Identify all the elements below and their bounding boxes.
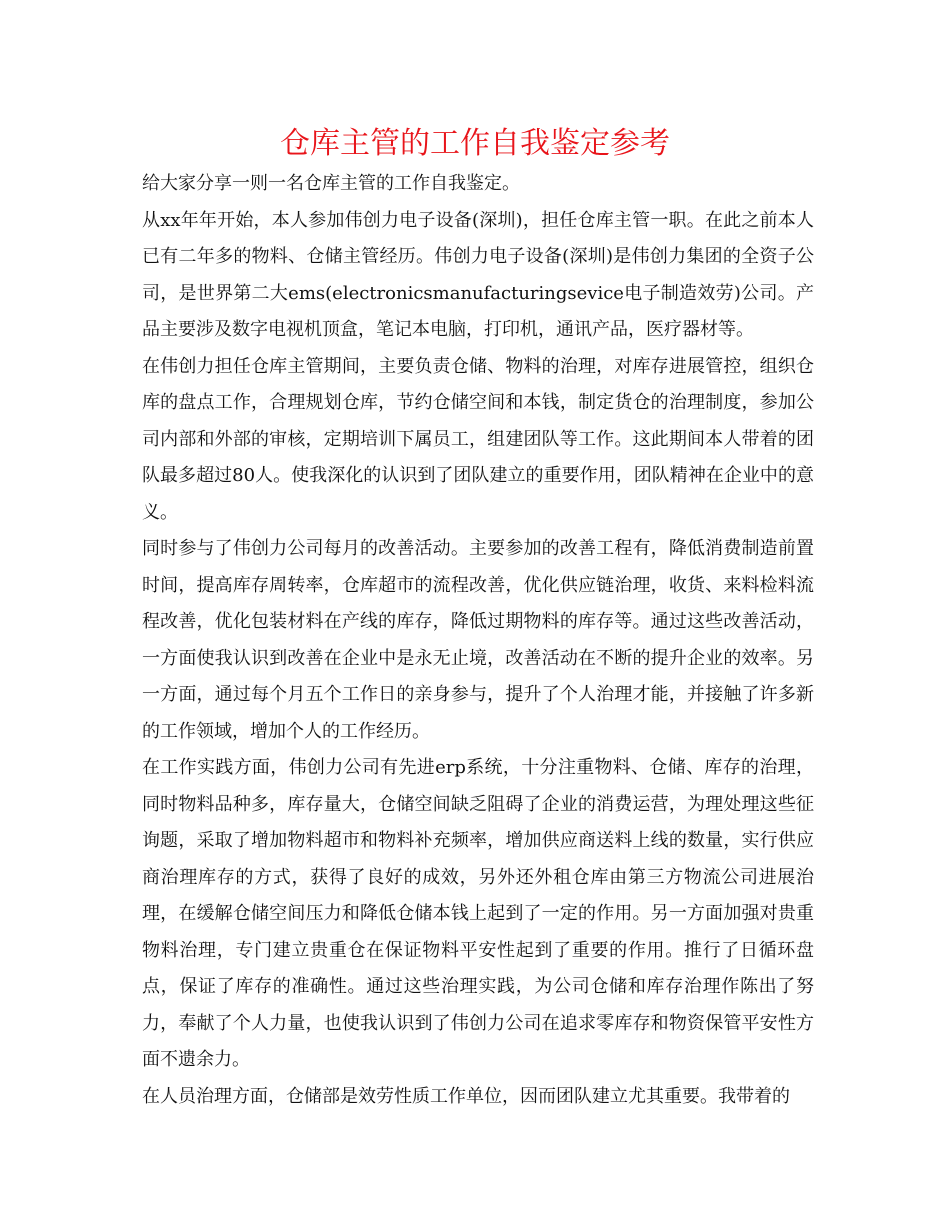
document-title: 仓库主管的工作自我鉴定参考 — [280, 126, 670, 161]
paragraph-background: 从xx年年开始，本人参加伟创力电子设备(深圳)，担任仓库主管一职。在此之前本人已有二年多的物料、仓储主管经历。伟创力电子设备(深圳)是伟创力集团的全资子公司，是世界第二大ems(electronicsmanufacturingsevice电子制造效劳)公司。产品主要涉及数字电视机顶盒，笔记本电脑，打印机，通讯产品，医疗器材等。 — [142, 209, 814, 340]
paragraph-intro: 给大家分享一则一名仓库主管的工作自我鉴定。 — [142, 173, 520, 194]
paragraph-improvement: 同时参与了伟创力公司每月的改善活动。主要参加的改善工程有，降低消费制造前置时间，提高库存周转率，仓库超市的流程改善，优化供应链治理，收货、来料检料流程改善，优化包装材料在产线的库存，降低过期物料的库存等。通过这些改善活动，一方面使我认识到改善在企业中是永无止境，改善活动在不断的提升企业的效率。另一方面，通过每个月五个工作日的亲身参与，提升了个人治理才能，并接触了许多新的工作领域，增加个人的工作经历。 — [142, 538, 814, 742]
paragraph-personnel: 在人员治理方面，仓储部是效劳性质工作单位，因而团队建立尤其重要。我带着的 — [142, 1085, 790, 1107]
paragraph-practice: 在工作实践方面，伟创力公司有先进erp系统，十分注重物料、仓储、库存的治理，同时物料品种多，库存量大，仓储空间缺乏阻碍了企业的消费运营，为理处理这些征询题，采取了增加物料超市和物料补充频率，增加供应商送料上线的数量，实行供应商治理库存的方式，获得了良好的成效，另外还外租仓库由第三方物流公司进展治理，在缓解仓储空间压力和降低仓储本钱上起到了一定的作用。另一方面加强对贵重物料治理，专门建立贵重仓在保证物料平安性起到了重要的作用。推行了日循环盘点，保证了库存的准确性。通过这些治理实践，为公司仓储和库存治理作陈出了努力，奉献了个人力量，也使我认识到了伟创力公司在追求零库存和物资保管平安性方面不遗余力。 — [142, 757, 814, 1070]
paragraph-responsibilities: 在伟创力担任仓库主管期间，主要负责仓储、物料的治理，对库存进展管控，组织仓库的盘点工作，合理规划仓库，节约仓储空间和本钱，制定货仓的治理制度，参加公司内部和外部的审核，定期培训下属员工，组建团队等工作。这此期间本人带着的团队最多超过80人。使我深化的认识到了团队建立的重要作用，团队精神在企业中的意义。 — [142, 355, 814, 523]
document-body — [142, 166, 814, 1115]
